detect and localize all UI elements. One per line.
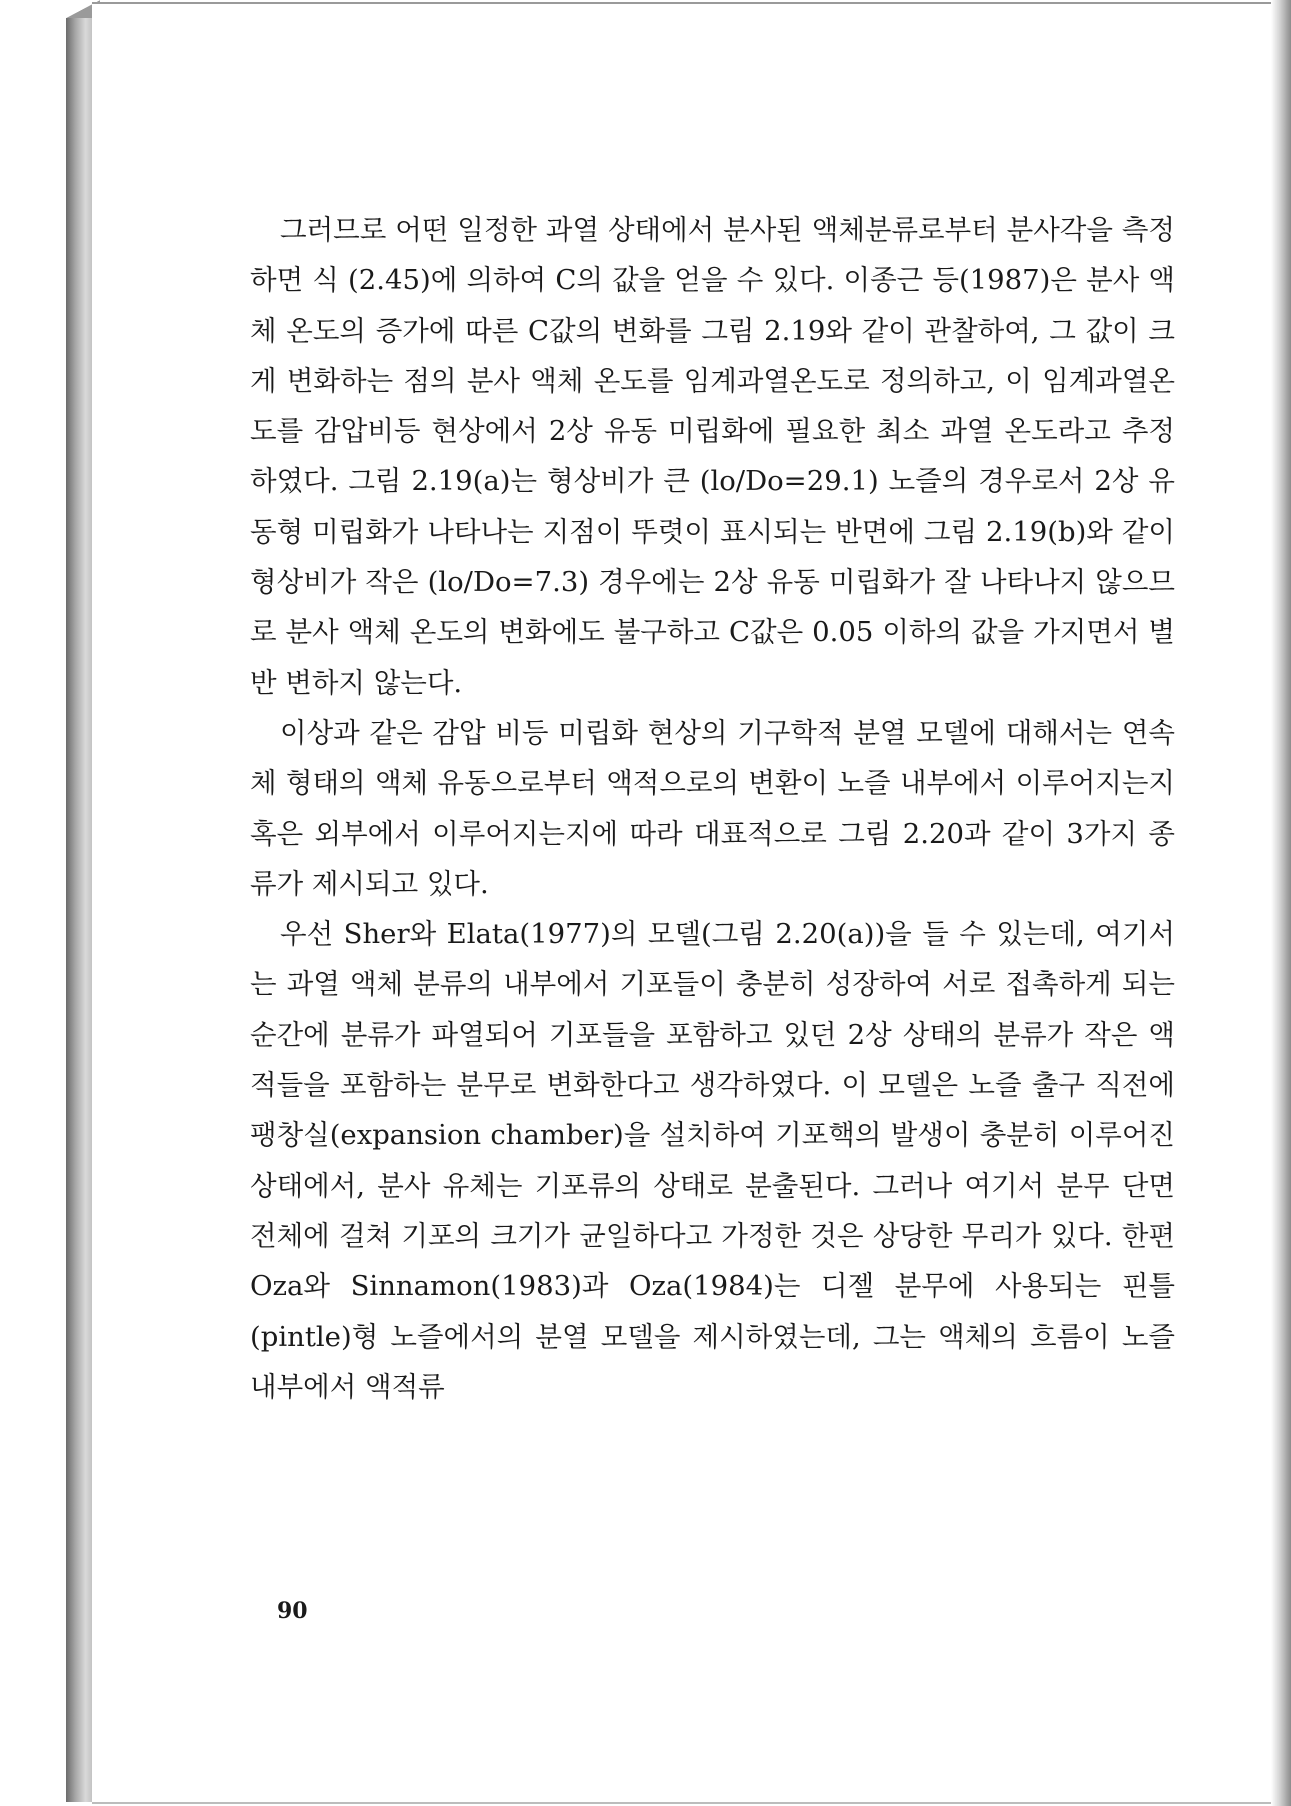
body-text xyxy=(250,205,1175,1412)
paragraph: 이상과 같은 감압 비등 미립화 현상의 기구학적 분열 모델에 대해서는 연속체 형태의 액체 유동으로부터 액적으로의 변환이 노즐 내부에서 이루어지는지 혹은 외부에서 이루어지는지에 따라 대표적으로 그림 2.20과 같이 3가지 종류가 제시되고 있다. xyxy=(250,716,1175,900)
page-number: 90 xyxy=(277,1598,308,1624)
binding-shadow xyxy=(1271,0,1291,1806)
paragraph: 그러므로 어떤 일정한 과열 상태에서 분사된 액체분류로부터 분사각을 측정하면 식 (2.45)에 의하여 C의 값을 얻을 수 있다. 이종근 등(1987)은 분사 액체 온도의 증가에 따른 C값의 변화를 그림 2.19와 같이 관찰하여, 그 값이 크게 변화하는 점의 분사 액체 온도를 임계과열온도로 정의하고, 이 임계과열온도를 감압비등 현상에서 2상 유동 미립화에 필요한 최소 과열 온도라고 추정하였다. 그림 2.19(a)는 형상비가 큰 (lo/Do=29.1) 노즐의 경우로서 2상 유동형 미립화가 나타나는 지점이 뚜렷이 표시되는 반면에 그림 2.19(b)와 같이 형상비가 작은 (lo/Do=7.3) 경우에는 2상 유동 미립화가 잘 나타나지 않으므로 분사 액체 온도의 변화에도 불구하고 C값은 0.05 이하의 값을 가지면서 별반 변하지 않는다. xyxy=(250,214,1175,699)
paragraph: 우선 Sher와 Elata(1977)의 모델(그림 2.20(a))을 들 수 있는데, 여기서는 과열 액체 분류의 내부에서 기포들이 충분히 성장하여 서로 접촉하게 되는 순간에 분류가 파열되어 기포들을 포함하고 있던 2상 상태의 분류가 작은 액적들을 포함하는 분무로 변화한다고 생각하였다. 이 모델은 노즐 출구 직전에 팽창실(expansion chamber)을 설치하여 기포핵의 발생이 충분히 이루어진 상태에서, 분사 유체는 기포류의 상태로 분출된다. 그러나 여기서 분무 단면 전체에 걸쳐 기포의 크기가 균일하다고 가정한 것은 상당한 무리가 있다. 한편 Oza와 Sinnamon(1983)과 Oza(1984)는 디젤 분무에 사용되는 핀틀(pintle)형 노즐에서의 분열 모델을 제시하였는데, 그는 액체의 흐름이 노즐 내부에서 액적류 xyxy=(250,918,1175,1403)
page-stack-edge xyxy=(66,6,94,1802)
